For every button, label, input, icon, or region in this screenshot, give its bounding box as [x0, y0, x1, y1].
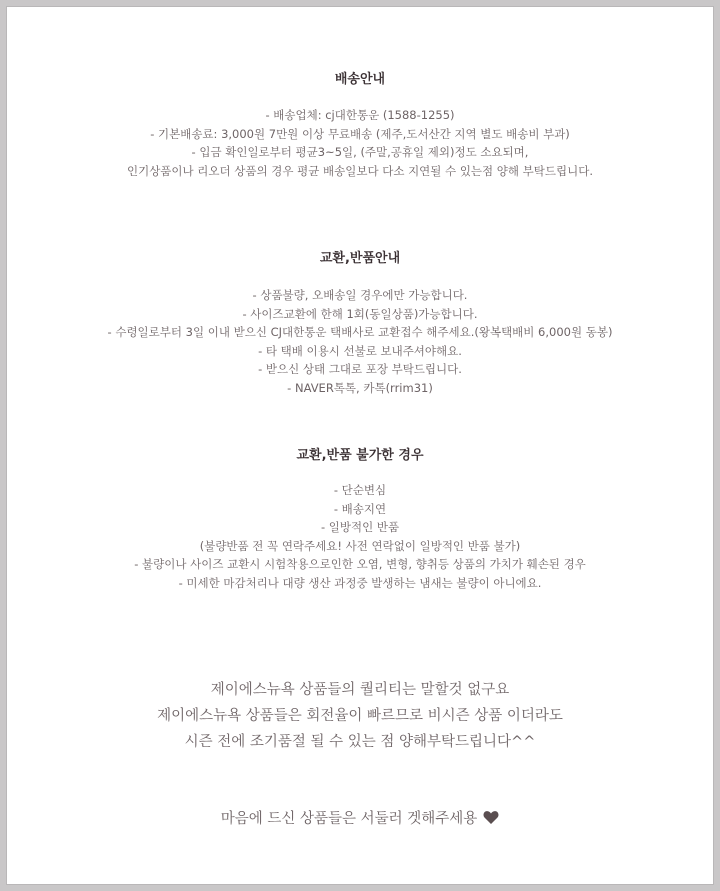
closing-message: [7, 677, 713, 755]
exchange-line: - 사이즈교환에 한해 1회(동일상품)가능합니다.: [242, 306, 478, 321]
shipping-line: - 배송업체: cj대한통운 (1588-1255): [265, 108, 455, 122]
no-exchange-line: (불량반품 전 꼭 연락주세요! 사전 연락없이 일방적인 반품 불가): [199, 538, 521, 553]
exchange-title: 교환,반품안내: [319, 251, 401, 266]
no-exchange-line: - 배송지연: [333, 501, 387, 516]
exchange-line: - 상품불량, 오배송일 경우에만 가능합니다.: [252, 288, 468, 302]
shipping-line: 인기상품이나 리오더 상품의 경우 평균 배송일보다 다소 지연될 수 있는점 양해 부탁드립니다.: [126, 163, 593, 178]
no-exchange-title: 교환,반품 불가한 경우: [296, 448, 424, 463]
exchange-line: - 타 택배 이용시 선불로 보내주셔야해요.: [258, 343, 462, 358]
final-message: [7, 807, 713, 829]
shipping-line: - 입금 확인일로부터 평균3~5일, (주말,공휴일 제외)정도 소요되며,: [191, 145, 529, 159]
heart-icon: [483, 810, 499, 829]
closing-line: 제이에스뉴욕 상품들의 퀄리티는 말할것 없구요: [210, 682, 510, 698]
final-text: 마음에 드신 상품들은 서둘러 겟해주세용: [220, 811, 478, 827]
no-exchange-line: - 불량이나 사이즈 교환시 시험착용으로인한 오염, 변형, 향취등 상품의 가치가 훼손된 경우: [134, 557, 586, 571]
no-exchange-line: - 단순변심: [333, 483, 387, 497]
shipping-line: - 기본배송료: 3,000원 7만원 이상 무료배송 (제주,도서산간 지역 별도 배송비 부과): [150, 126, 570, 141]
notice-page: [6, 6, 714, 885]
exchange-line: - NAVER톡톡, 카톡(rrim31): [287, 380, 433, 395]
shipping-title: 배송안내: [334, 72, 386, 87]
no-exchange-lines: [7, 481, 713, 592]
shipping-lines: [7, 106, 713, 180]
exchange-lines: [7, 286, 713, 397]
exchange-line: - 받으신 상태 그대로 포장 부탁드립니다.: [258, 362, 462, 376]
closing-line: 시즌 전에 조기품절 될 수 있는 점 양해부탁드립니다^^: [184, 734, 536, 750]
exchange-line: - 수령일로부터 3일 이내 받으신 CJ대한통운 택배사로 교환접수 해주세요.(왕복택배비 6,000원 동봉): [107, 325, 613, 339]
closing-line: 제이에스뉴욕 상품들은 회전율이 빠르므로 비시즌 상품 이더라도: [157, 708, 563, 724]
no-exchange-line: - 일방적인 반품: [320, 520, 400, 534]
no-exchange-line: - 미세한 마감처리나 대량 생산 과정중 발생하는 냄새는 불량이 아니에요.: [178, 575, 542, 590]
